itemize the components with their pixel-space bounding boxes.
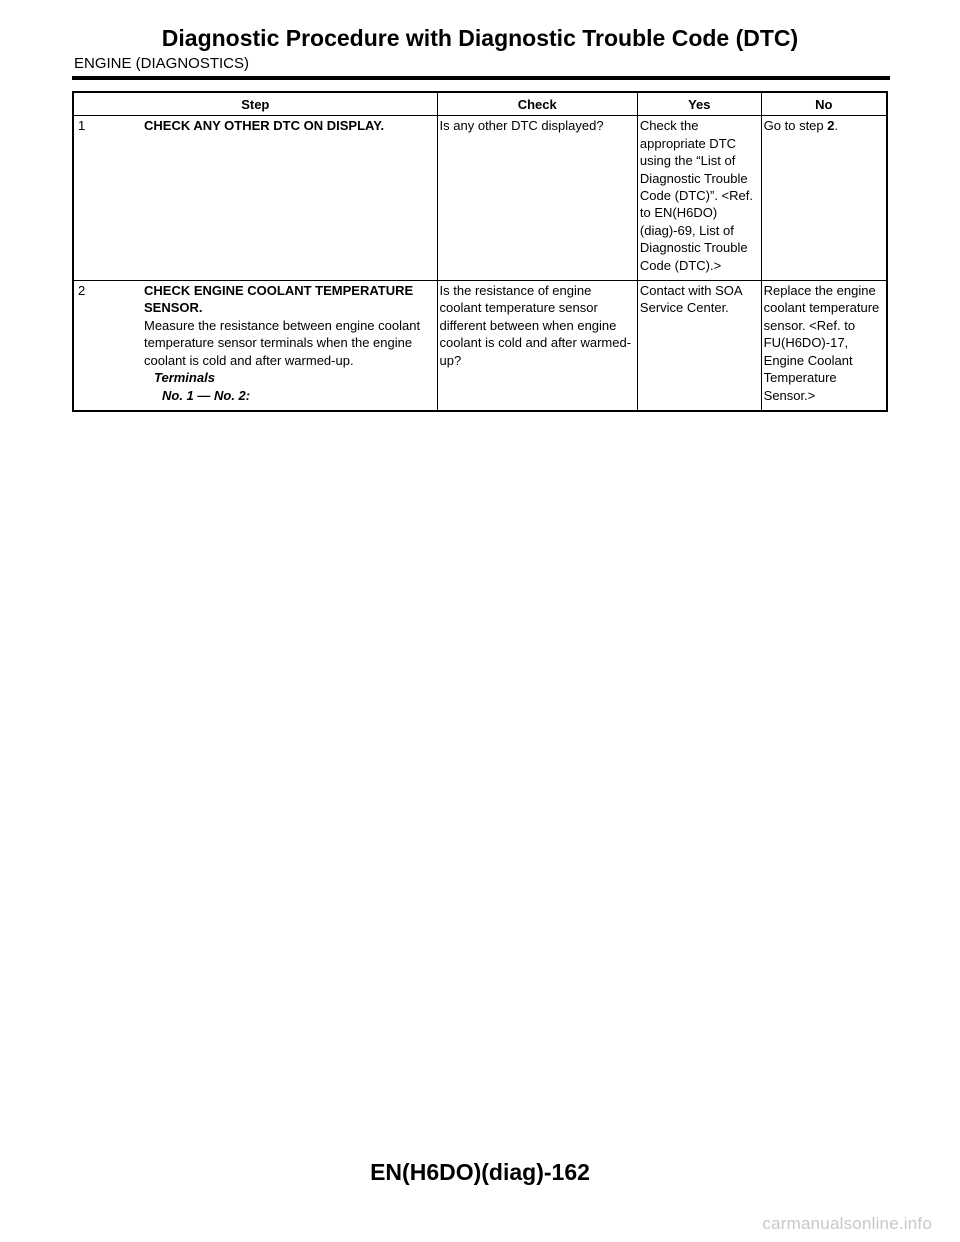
- check-cell: Is any other DTC displayed?: [437, 116, 637, 281]
- column-header-no: No: [761, 92, 887, 116]
- no-cell: Replace the engine coolant temperature sensor. <Ref. to FU(H6DO)-17, Engine Coolant Temperature Sensor.>: [761, 281, 887, 411]
- table-header-row: [73, 92, 887, 116]
- step-description: Measure the resistance between engine coolant temperature sensor terminals when the engine coolant is cold and after warmed-up.: [144, 317, 421, 368]
- step-title: CHECK ENGINE COOLANT TEMPERATURE SENSOR.: [144, 283, 414, 316]
- table-row: [73, 281, 887, 411]
- page-number: EN(H6DO)(diag)-162: [370, 1159, 590, 1185]
- check-cell: Is the resistance of engine coolant temperature sensor different between when engine coolant is cold and after warmed-up?: [437, 281, 637, 411]
- terminals-label: Terminals: [154, 370, 215, 386]
- section-label: ENGINE (DIAGNOSTICS): [74, 55, 250, 72]
- step-number: 2: [78, 283, 86, 299]
- column-header-check: Check: [437, 92, 637, 116]
- no-text: Go to step: [763, 118, 828, 134]
- no-cell: [761, 116, 887, 281]
- step-reference: 2: [827, 118, 835, 134]
- terminals-value: No. 1 — No. 2:: [162, 387, 251, 403]
- yes-cell: Check the appropriate DTC using the “List of Diagnostic Trouble Code (DTC)”. <Ref. to EN(H6DO)(diag)-69, List of Diagnostic Trouble Code (DTC).>: [637, 116, 761, 281]
- watermark: carmanualsonline.info: [762, 1214, 932, 1233]
- step-title: CHECK ANY OTHER DTC ON DISPLAY.: [144, 118, 385, 134]
- page-title: Diagnostic Procedure with Diagnostic Trouble Code (DTC): [161, 25, 799, 51]
- step-cell: [73, 281, 437, 411]
- column-header-yes: Yes: [637, 92, 761, 116]
- column-header-step: Step: [73, 92, 437, 116]
- step-cell: [73, 116, 437, 281]
- table-row: [73, 116, 887, 281]
- header-divider: [72, 76, 890, 80]
- yes-cell: Contact with SOA Service Center.: [637, 281, 761, 411]
- no-text-suffix: .: [834, 118, 839, 134]
- step-number: 1: [78, 118, 86, 134]
- diagnostic-table: [72, 91, 888, 412]
